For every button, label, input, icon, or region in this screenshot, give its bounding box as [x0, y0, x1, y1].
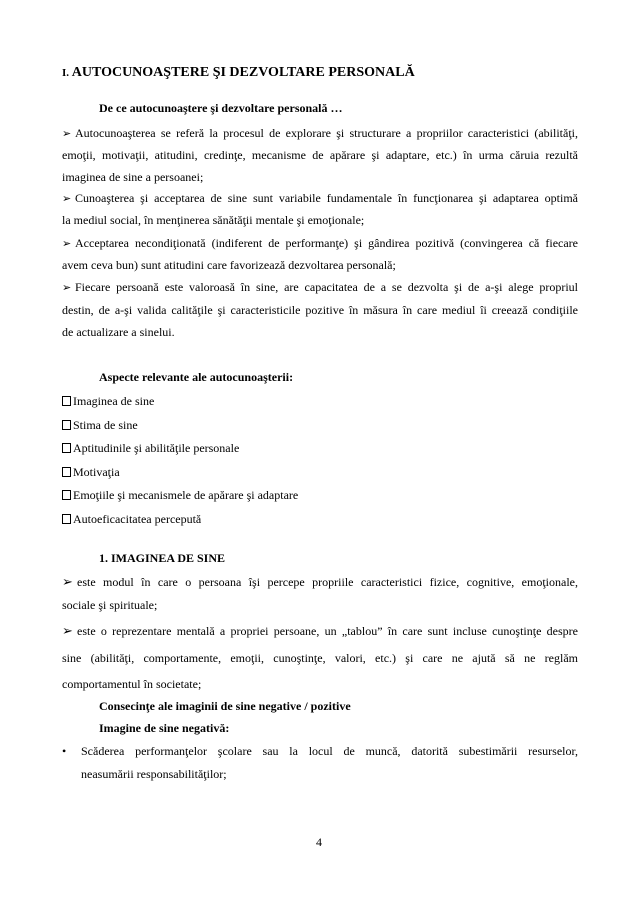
checkbox-item: Aptitudinile şi abilităţile personale	[62, 441, 578, 455]
checkbox-icon	[62, 443, 71, 453]
bullet-line: Scăderea performanţelor şcolare sau la locul de muncă, datorită subestimării resurselor,	[81, 744, 578, 758]
checkbox-icon	[62, 467, 71, 477]
paragraph-line: ➢ Cunoaşterea şi acceptarea de sine sunt variabile fundamentale în funcţionarea şi adaptarea optimă	[62, 191, 578, 205]
section1-point-line: sine (abilităţi, comportamente, emoţii, cunoştinţe, valori, etc.) şi care ne ajută să ne reglăm	[62, 651, 578, 665]
arrow-bullet-icon: ➢	[62, 192, 72, 205]
paragraph-line: la mediul social, în menţinerea sănătăţii mentale şi emoţionale;	[62, 213, 365, 227]
checkbox-icon	[62, 514, 71, 524]
paragraph-line: destin, de a-şi valida calităţile şi caracteristicile pozitive în măsura în care mediul îi creează condiţiile	[62, 303, 578, 317]
checkbox-icon	[62, 396, 71, 406]
consequences-title: Consecinţe ale imaginii de sine negative / pozitive	[99, 699, 351, 713]
paragraph-line: ➢ Autocunoaşterea se referă la procesul de explorare şi structurare a propriilor caracteristici (abilităţi,	[62, 126, 578, 140]
paragraph-line: avem ceva bun) sunt atitudini care favorizează dezvoltarea personală;	[62, 258, 396, 272]
paragraph-line: imaginea de sine a persoanei;	[62, 170, 204, 184]
aspects-title: Aspecte relevante ale autocunoaşterii:	[99, 370, 294, 384]
bullet-line: neasumării responsabilităţilor;	[81, 767, 227, 781]
arrow-bullet-icon: ➢	[62, 237, 72, 250]
intro-subtitle: De ce autocunoaştere şi dezvoltare personală …	[99, 101, 343, 115]
bullet-dot-icon: •	[62, 744, 67, 758]
section1-point-line: ➢ este modul în care o persoana îşi percepe propriile caracteristici fizice, cognitive, emoţionale,	[62, 575, 578, 590]
page-number: 4	[316, 835, 322, 849]
paragraph-line: de actualizare a sinelui.	[62, 325, 175, 339]
section1-point-line: sociale şi spirituale;	[62, 598, 158, 612]
heading-title: AUTOCUNOAŞTERE ŞI DEZVOLTARE PERSONALĂ	[71, 65, 415, 80]
checkbox-item: Emoţiile şi mecanismele de apărare şi adaptare	[62, 488, 578, 502]
heading-number: I.	[62, 67, 70, 79]
paragraph-line: emoţii, motivaţii, atitudini, credinţe, mecanisme de apărare şi adaptare, etc.) în urma căruia rezultă	[62, 148, 578, 162]
checkbox-item: Motivaţia	[62, 465, 578, 479]
paragraph-line: ➢ Fiecare persoană este valoroasă în sine, are capacitatea de a se dezvolta şi de a-şi alege propriul	[62, 280, 578, 294]
checkbox-item: Stima de sine	[62, 418, 578, 432]
negative-subtitle: Imagine de sine negativă:	[99, 721, 230, 735]
arrow-bullet-icon: ➢	[62, 624, 73, 639]
arrow-bullet-icon: ➢	[62, 575, 73, 590]
arrow-bullet-icon: ➢	[62, 127, 72, 140]
paragraph-line: ➢ Acceptarea necondiţionată (indiferent de performanţe) şi gândirea pozitivă (convingerea că fiecare	[62, 236, 578, 250]
section-heading	[62, 66, 578, 80]
section1-title: 1. IMAGINEA DE SINE	[99, 551, 226, 565]
arrow-bullet-icon: ➢	[62, 281, 72, 294]
checkbox-icon	[62, 420, 71, 430]
checkbox-icon	[62, 490, 71, 500]
section1-point-line: comportamentul în societate;	[62, 677, 202, 691]
checkbox-item: Imaginea de sine	[62, 394, 578, 408]
section1-point-line: ➢ este o reprezentare mentală a propriei persoane, un „tablou” în care sunt incluse cunoştinţe despre	[62, 624, 578, 639]
checkbox-item: Autoeficacitatea percepută	[62, 512, 578, 526]
